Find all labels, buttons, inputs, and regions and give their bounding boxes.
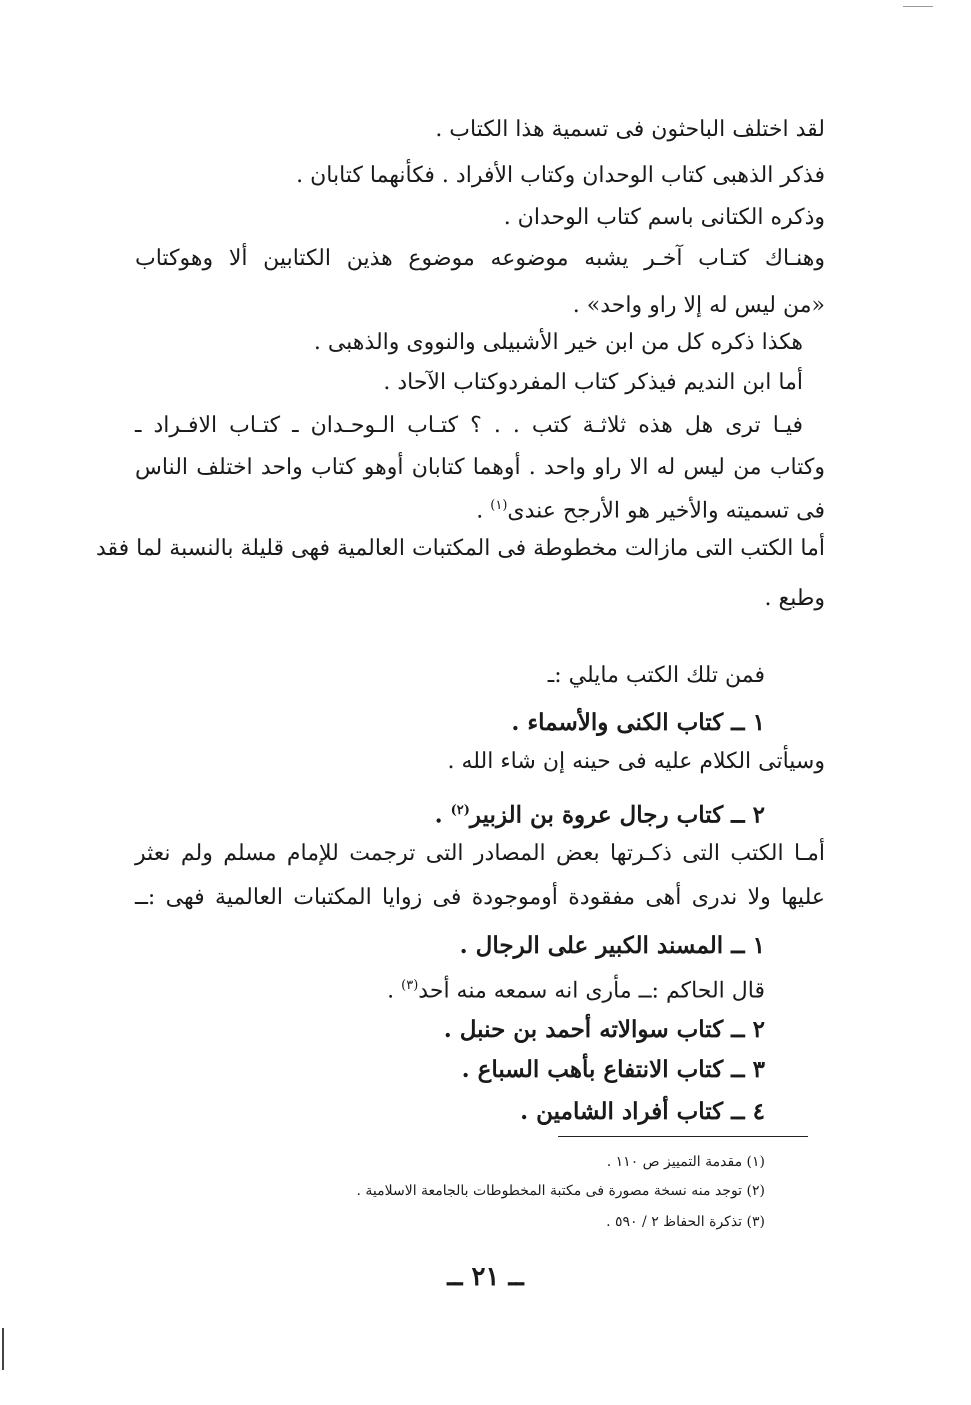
- list-item: ١ ــ كتاب الكنى والأسماء .: [511, 709, 765, 736]
- text-line: فيـا ترى هل هذه ثلاثـة كتب . . ؟ كتـاب الـوحـدان ـ كتـاب الافـراد ـ: [135, 413, 803, 438]
- list-item: ١ ــ المسند الكبير على الرجال .: [459, 932, 765, 959]
- text-line: أما ابن النديم فيذكر كتاب المفردوكتاب الآحاد .: [383, 370, 803, 395]
- footnote: (٣) تذكرة الحفاظ ٢ / ٥٩٠ .: [606, 1214, 765, 1230]
- list-item: ٢ ــ كتاب سوالاته أحمد بن حنبل .: [443, 1016, 765, 1043]
- page-number: ــ ٢١ ــ: [447, 1262, 524, 1292]
- list-intro: فمن تلك الكتب مايلي :ـ: [547, 663, 765, 688]
- text-segment: .: [434, 801, 451, 829]
- text-line: أمـا الكتب التى ذكـرتها بعض المصادر التى ترجمت للإمام مسلم ولم نعثر: [135, 841, 825, 866]
- footnote-ref: (٢): [450, 803, 470, 818]
- text-line: «من ليس له إلا راو واحد» .: [572, 293, 825, 318]
- scan-mark-left: [2, 1328, 4, 1370]
- list-item: ٤ ــ كتاب أفراد الشامين .: [520, 1098, 765, 1125]
- text-line: أما الكتب التى مازالت مخطوطة فى المكتبات العالمية فهى قليلة بالنسبة لما فقد: [95, 536, 825, 561]
- footnote: (١) مقدمة التمييز ص ١١٠ .: [606, 1154, 765, 1170]
- text-line: هكذا ذكره كل من ابن خير الأشبيلى والنووى والذهبى .: [313, 330, 803, 355]
- list-item: [435, 795, 765, 827]
- list-item: ٣ ــ كتاب الانتفاع بأهب السباع .: [461, 1056, 765, 1083]
- text-line: وذكره الكتانى باسم كتاب الوحدان .: [503, 205, 825, 230]
- text-line: وهنـاك كتـاب آخـر يشبه موضوعه موضوع هذين الكتابين ألا وهوكتاب: [135, 246, 825, 271]
- text-line: وكتاب من ليس له الا راو واحد . أوهما كتابان أوهو كتاب واحد اختلف الناس: [135, 455, 825, 480]
- text-line: لقد اختلف الباحثون فى تسمية هذا الكتاب .: [435, 117, 825, 142]
- text-segment: .: [387, 978, 402, 1004]
- text-line: وسيأتى الكلام عليه فى حينه إن شاء الله .: [447, 749, 825, 774]
- text-segment: ٢ ــ كتاب رجال عروة بن الزبير: [469, 801, 765, 829]
- text-segment: .: [476, 498, 491, 524]
- footnote-separator: [558, 1136, 808, 1137]
- text-line: [476, 490, 825, 522]
- footnote: (٢) توجد منه نسخة مصورة فى مكتبة المخطوطات بالجامعة الاسلامية .: [356, 1183, 765, 1199]
- text-segment: قال الحاكم :ــ مأرى انه سمعه منه أحد: [418, 978, 765, 1004]
- text-line: فذكر الذهبى كتاب الوحدان وكتاب الأفراد . فكأنهما كتابان .: [296, 163, 825, 188]
- text-line: [387, 970, 765, 1002]
- text-line: وطبع .: [764, 586, 825, 611]
- text-segment: فى تسميته والأخير هو الأرجح عندى: [507, 498, 825, 524]
- footnote-ref: (١): [490, 498, 508, 513]
- scan-mark-top: [903, 6, 933, 7]
- footnote-ref: (٣): [401, 978, 419, 993]
- text-line: عليها ولا ندرى أهى مفقودة أوموجودة فى زوايا المكتبات العالمية فهى :ــ: [135, 885, 825, 910]
